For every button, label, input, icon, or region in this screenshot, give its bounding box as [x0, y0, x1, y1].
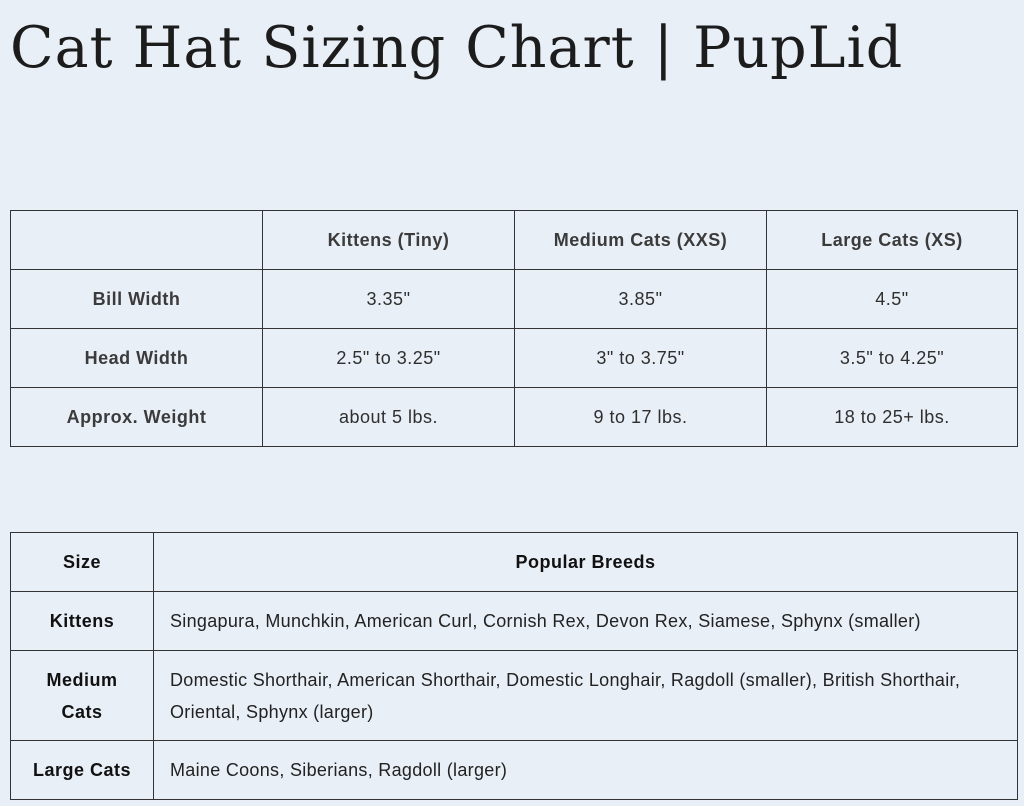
sizing-row-bill-width [11, 270, 1018, 329]
breeds-header-popular: Popular Breeds [154, 533, 1018, 592]
sizing-header-medium: Medium Cats (XXS) [515, 211, 767, 270]
weight-large: 18 to 25+ lbs. [767, 388, 1018, 447]
bill-width-kittens: 3.35" [263, 270, 515, 329]
size-label-kittens [11, 592, 154, 651]
bill-width-large: 4.5" [767, 270, 1018, 329]
breeds-table [10, 532, 1018, 800]
head-width-kittens: 2.5" to 3.25" [263, 329, 515, 388]
sizing-table [10, 210, 1018, 447]
sizing-row-weight [11, 388, 1018, 447]
bill-width-medium: 3.85" [515, 270, 767, 329]
size-label-line: Cats [61, 701, 103, 722]
size-label-line: Large Cats [32, 760, 132, 780]
size-label-large [11, 741, 154, 800]
breeds-row-large [11, 741, 1018, 800]
size-label-medium [11, 651, 154, 741]
breeds-medium: Domestic Shorthair, American Shorthair, Domestic Longhair, Ragdoll (smaller), British Shorthair, Oriental, Sphynx (larger) [154, 651, 1018, 741]
head-width-medium: 3" to 3.75" [515, 329, 767, 388]
page-title: Cat Hat Sizing Chart | PupLid [10, 15, 904, 81]
breeds-row-kittens [11, 592, 1018, 651]
sizing-header-row [11, 211, 1018, 270]
sizing-header-corner [11, 211, 263, 270]
weight-kittens: about 5 lbs. [263, 388, 515, 447]
row-label-head-width: Head Width [11, 329, 263, 388]
breeds-header-row [11, 533, 1018, 592]
sizing-row-head-width [11, 329, 1018, 388]
size-label-line: Kittens [49, 611, 115, 631]
breeds-row-medium [11, 651, 1018, 741]
sizing-header-kittens: Kittens (Tiny) [263, 211, 515, 270]
row-label-weight: Approx. Weight [11, 388, 263, 447]
head-width-large: 3.5" to 4.25" [767, 329, 1018, 388]
breeds-kittens: Singapura, Munchkin, American Curl, Cornish Rex, Devon Rex, Siamese, Sphynx (smaller) [154, 592, 1018, 651]
breeds-large: Maine Coons, Siberians, Ragdoll (larger) [154, 741, 1018, 800]
sizing-header-large: Large Cats (XS) [767, 211, 1018, 270]
breeds-header-size: Size [11, 533, 154, 592]
size-label-line: Medium [46, 669, 118, 690]
row-label-bill-width: Bill Width [11, 270, 263, 329]
weight-medium: 9 to 17 lbs. [515, 388, 767, 447]
